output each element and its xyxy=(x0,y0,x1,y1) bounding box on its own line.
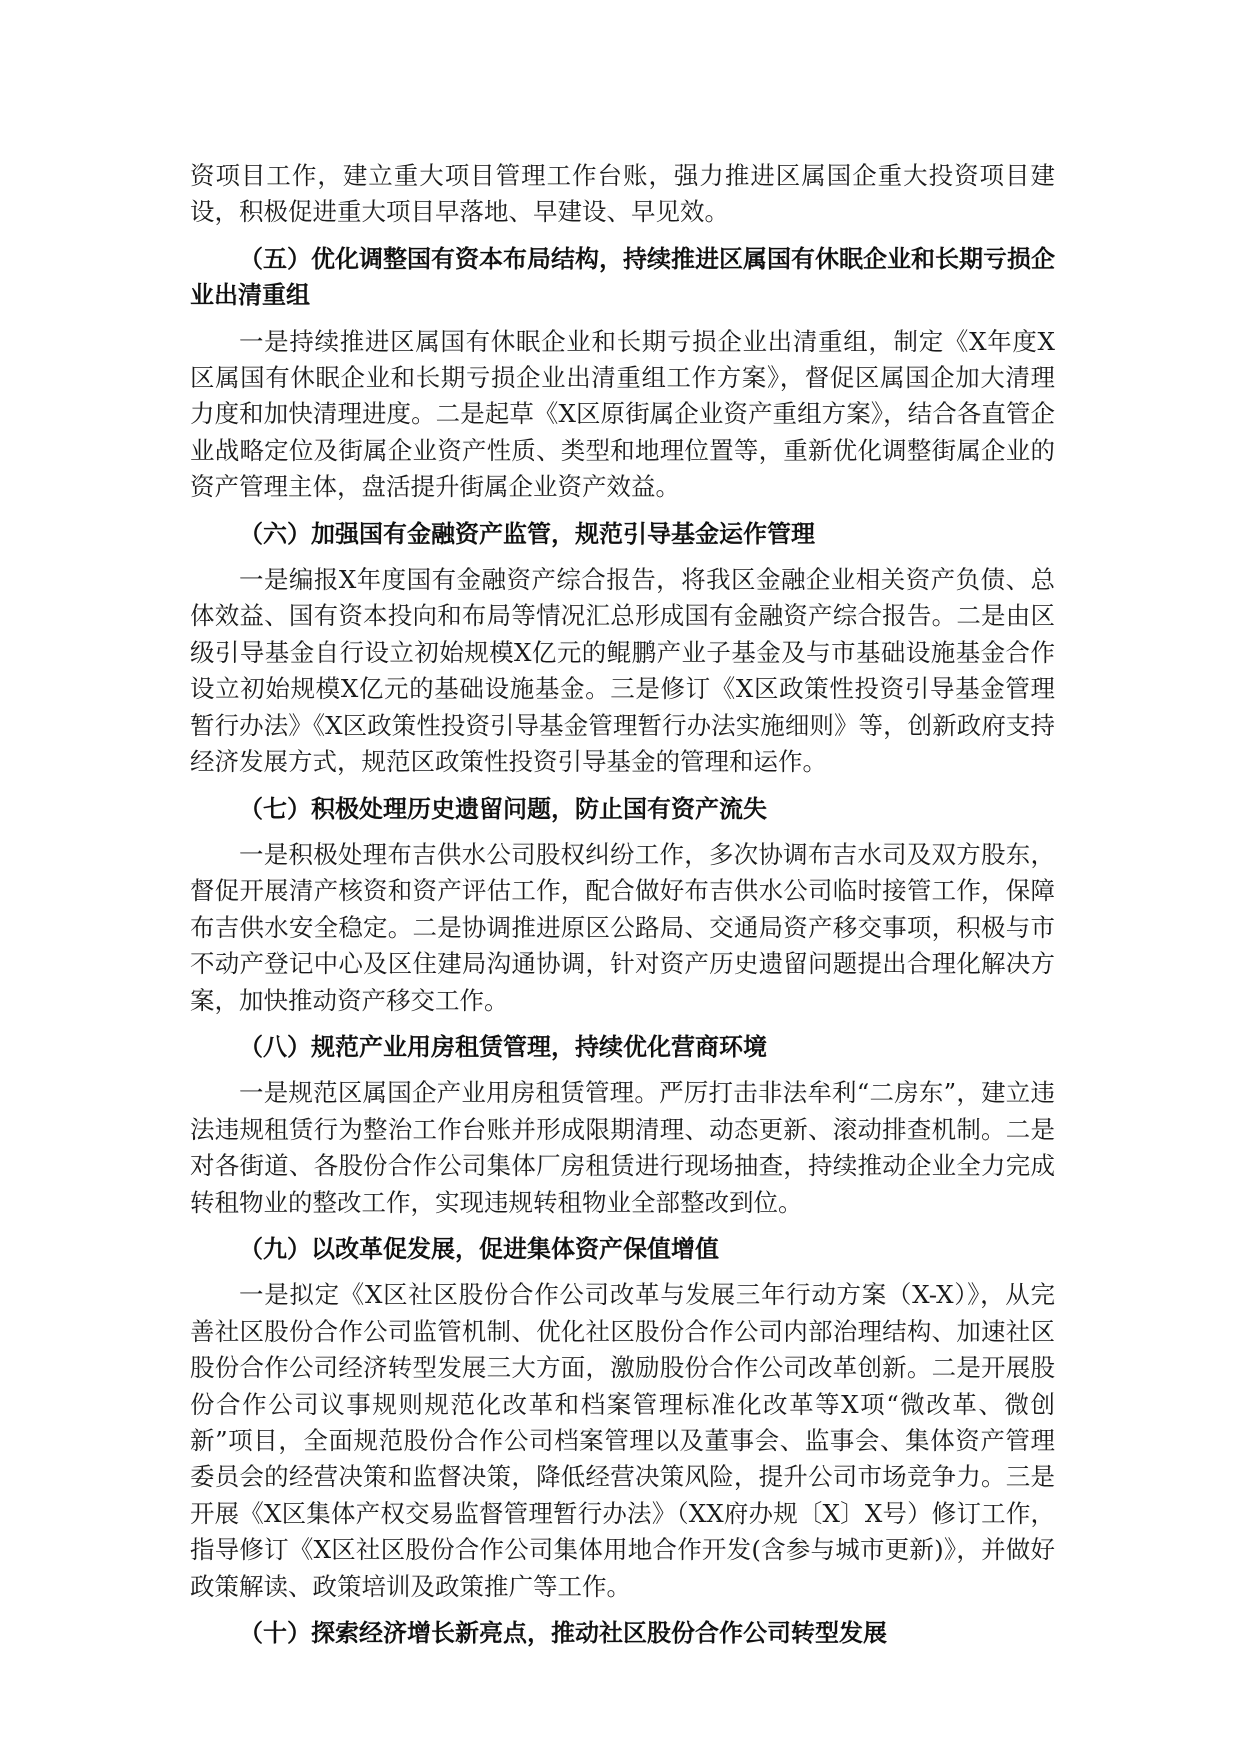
section-heading-8: （八）规范产业用房租赁管理，持续优化营商环境 xyxy=(239,1032,767,1061)
section-heading-5: （五）优化调整国有资本布局结构，持续推进区属国有休眠企业和长期亏损企业出清重组 xyxy=(190,244,1055,310)
section-heading-7: （七）积极处理历史遗留问题，防止国有资产流失 xyxy=(239,794,767,823)
paragraph-continuation: 资项目工作，建立重大项目管理工作台账，强力推进区属国企重大投资项目建设，积极促进重大项目早落地、早建设、早见效。 xyxy=(190,161,1055,227)
section-body-5: 一是持续推进区属国有休眠企业和长期亏损企业出清重组，制定《X年度X区属国有休眠企业和长期亏损企业出清重组工作方案》，督促区属国企加大清理力度和加快清理进度。二是起草《X区原街属企业资产重组方案》，结合各直管企业战略定位及街属企业资产性质、类型和地理位置等，重新优化调整街属企业的资产管理主体，盘活提升街属企业资产效益。 xyxy=(190,326,1055,502)
section-body-9: 一是拟定《X区社区股份合作公司改革与发展三年行动方案（X-X）》，从完善社区股份合作公司监管机制、优化社区股份合作公司内部治理结构、加速社区股份合作公司经济转型发展三大方面，激励股份合作公司改革创新。二是开展股份合作公司议事规则规范化改革和档案管理标准化改革等X项“微改革、微创新”项目，全面规范股份合作公司档案管理以及董事会、监事会、集体资产管理委员会的经营决策和监督决策，降低经营决策风险，提升公司市场竞争力。三是开展《X区集体产权交易监督管理暂行办法》（XX府办规〔X〕X号）修订工作，指导修订《X区社区股份合作公司集体用地合作开发(含参与城市更新)》，并做好政策解读、政策培训及政策推广等工作。 xyxy=(190,1280,1055,1601)
section-heading-6: （六）加强国有金融资产监管，规范引导基金运作管理 xyxy=(239,519,815,548)
section-heading-9: （九）以改革促发展，促进集体资产保值增值 xyxy=(239,1234,719,1263)
document-page xyxy=(190,158,1055,1661)
section-heading-10: （十）探索经济增长新亮点，推动社区股份合作公司转型发展 xyxy=(239,1619,887,1648)
section-body-7: 一是积极处理布吉供水公司股权纠纷工作，多次协调布吉水司及双方股东，督促开展清产核资和资产评估工作，配合做好布吉供水公司临时接管工作，保障布吉供水安全稳定。二是协调推进原区公路局、交通局资产移交事项，积极与市不动产登记中心及区住建局沟通协调，针对资产历史遗留问题提出合理化解决方案，加快推动资产移交工作。 xyxy=(190,839,1055,1015)
section-body-6: 一是编报X年度国有金融资产综合报告，将我区金融企业相关资产负债、总体效益、国有资本投向和布局等情况汇总形成国有金融资产综合报告。二是由区级引导基金自行设立初始规模X亿元的鲲鹏产业子基金及与市基础设施基金合作设立初始规模X亿元的基础设施基金。三是修订《X区政策性投资引导基金管理暂行办法》《X区政策性投资引导基金管理暂行办法实施细则》等，创新政府支持经济发展方式，规范区政策性投资引导基金的管理和运作。 xyxy=(190,565,1055,777)
section-body-8: 一是规范区属国企产业用房租赁管理。严厉打击非法牟利“二房东”，建立违法违规租赁行为整治工作台账并形成限期清理、动态更新、滚动排查机制。二是对各街道、各股份合作公司集体厂房租赁进行现场抽查，持续推动企业全力完成转租物业的整改工作，实现违规转租物业全部整改到位。 xyxy=(190,1078,1055,1217)
